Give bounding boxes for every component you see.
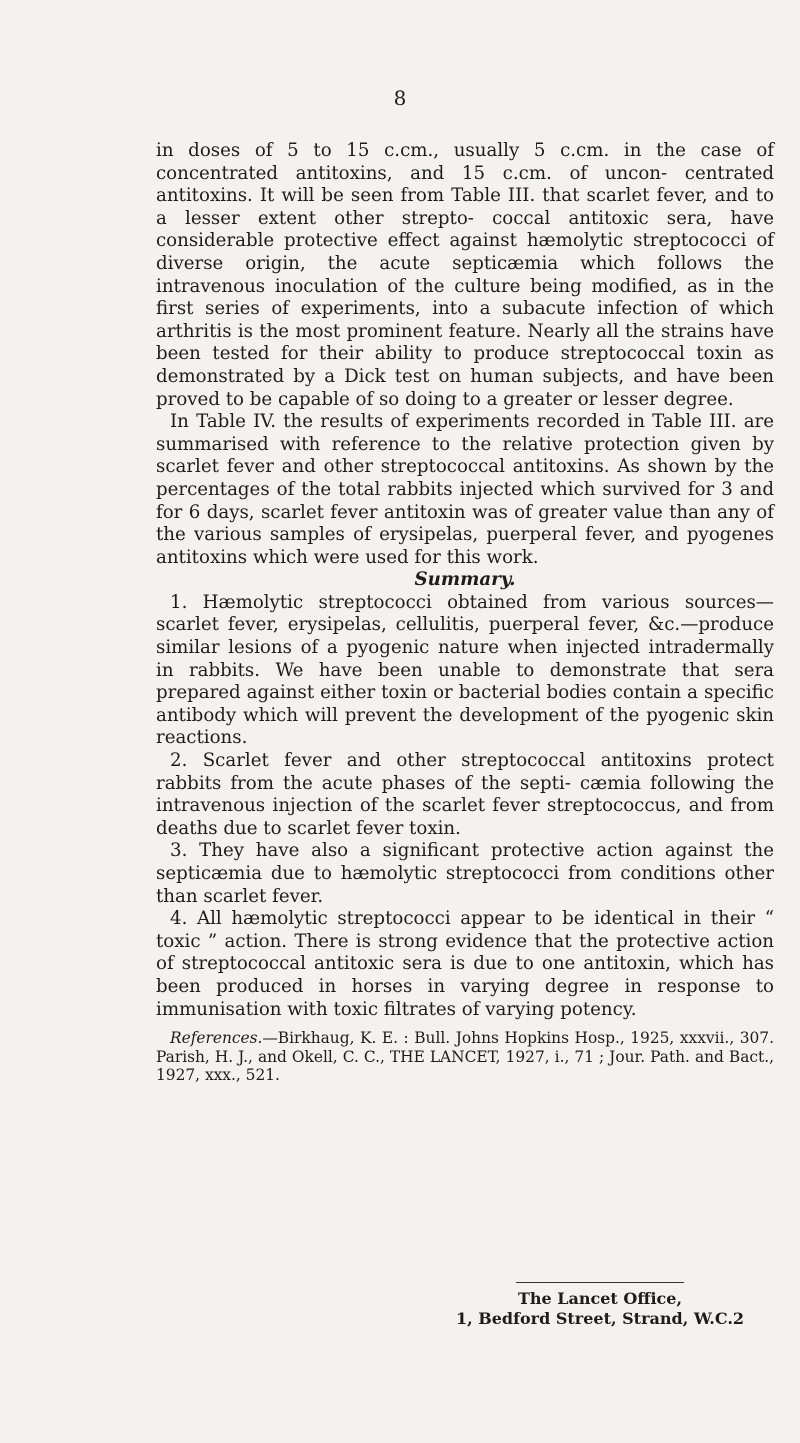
publisher-street: 1, Bedford Street, Strand, W.C.2 bbox=[455, 1309, 745, 1328]
references bbox=[156, 1029, 774, 1085]
summary-item: 3. They have also a significant protective action against the septicæmia due to hæmolytic streptococci from conditions other than scarlet fever. bbox=[156, 840, 774, 907]
summary-heading: Summary. bbox=[414, 569, 516, 591]
summary-item: 2. Scarlet fever and other streptococcal antitoxins protect rabbits from the acute phases of the septi- cæmia following the intravenous injection of the scarlet fever streptococcus, and from deaths due to scarlet fever toxin. bbox=[156, 750, 774, 839]
publisher-office: The Lancet Office, bbox=[517, 1289, 683, 1308]
paragraph: in doses of 5 to 15 c.cm., usually 5 c.cm. in the case of concentrated antitoxins, and 15 c.cm. of uncon- centrated antitoxins. It will be seen from Table III. that scarlet fever, and to a lesser extent other strepto- coccal antitoxic sera, have considerable protective effect against hæmolytic streptococci of diverse origin, the acute septicæmia which follows the intravenous inoculation of the culture being modified, as in the first series of experiments, into a subacute infection of which arthritis is the most prominent feature. Nearly all the strains have been tested for their ability to produce streptococcal toxin as demonstrated by a Dick test on human subjects, and have been proved to be capable of so doing to a greater or lesser degree. bbox=[156, 140, 774, 410]
footer-rule bbox=[516, 1282, 684, 1283]
publisher-address bbox=[430, 1282, 770, 1329]
page-number: 8 bbox=[393, 86, 407, 110]
summary-item: 1. Hæmolytic streptococci obtained from various sources—scarlet fever, erysipelas, cellulitis, puerperal fever, &c.—produce similar lesions of a pyogenic nature when injected intradermally in rabbits. We have been unable to demonstrate that sera prepared against either toxin or bacterial bodies contain a specific antibody which will prevent the development of the pyogenic skin reactions. bbox=[156, 591, 774, 749]
article-body bbox=[156, 140, 774, 1085]
paragraph: In Table IV. the results of experiments recorded in Table III. are summarised with reference to the relative protection given by scarlet fever and other streptococcal antitoxins. As shown by the percentages of the total rabbits injected which survived for 3 and for 6 days, scarlet fever antitoxin was of greater value than any of the various samples of erysipelas, puerperal fever, and pyogenes antitoxins which were used for this work. bbox=[156, 411, 774, 568]
references-label: References. bbox=[170, 1029, 263, 1048]
summary-item: 4. All hæmolytic streptococci appear to be identical in their “ toxic ” action. There is strong evidence that the protective action of streptococcal antitoxic sera is due to one antitoxin, which has been produced in horses in varying degree in response to immunisation with toxic filtrates of varying potency. bbox=[156, 908, 774, 1020]
references-text: —Birkhaug, K. E. : Bull. Johns Hopkins Hosp., 1925, xxxvii., 307. Parish, H. J., and Okell, C. C., THE LANCET, 1927, i., 71 ; Jour. Path. and Bact., 1927, xxx., 521. bbox=[156, 1029, 774, 1085]
